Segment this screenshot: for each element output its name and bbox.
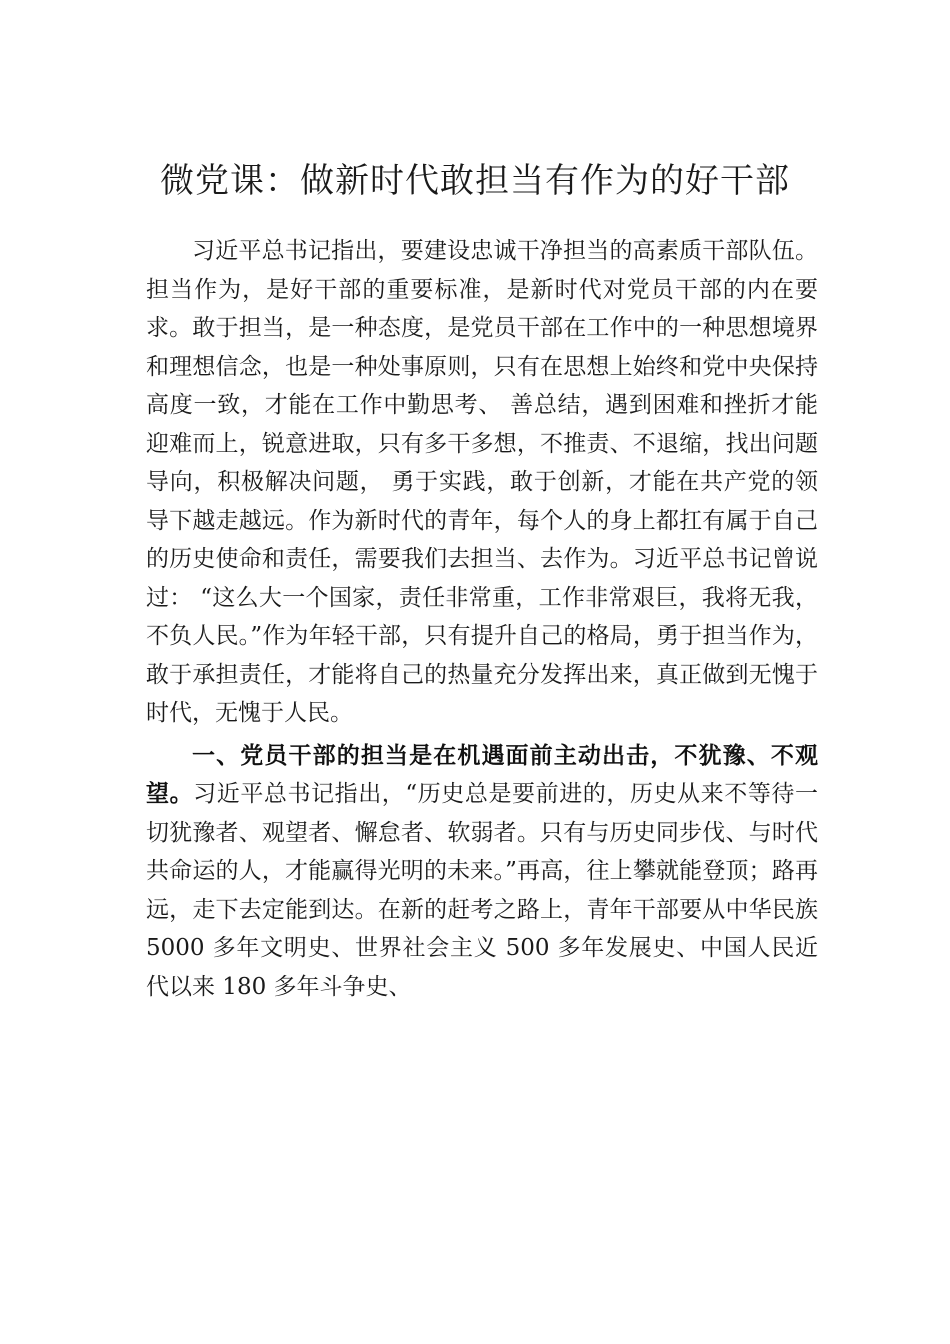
document-body bbox=[146, 232, 818, 1006]
section-1-heading: 一、党员干部的担当是在机遇面前主动出击，不犹豫、不观望。 bbox=[146, 742, 818, 807]
document-title: 微党课：做新时代敢担当有作为的好干部 bbox=[160, 161, 790, 201]
intro-paragraph: 习近平总书记指出，要建设忠诚干净担当的高素质干部队伍。担当作为，是好干部的重要标准，是新时代对党员干部的内在要求。敢于担当，是一种态度，是党员干部在工作中的一种思想境界和理想信念，也是一种处事原则，只有在思想上始终和党中央保持高度一致，才能在工作中勤思考、 善总结，遇到困难和挫折才能迎难而上，锐意进取，只有多干多想，不推责、不退缩，找出问题导向，积极解决问题， 勇于实践，敢于创新，才能在共产党的领导下越走越远。作为新时代的青年，每个人的身上都扛有属于自己的历史使命和责任，需要我们去担当、去作为。习近平总书记曾说过： “这么大一个国家，责任非常重，工作非常艰巨，我将无我， 不负人民。”作为年轻干部，只有提升自己的格局，勇于担当作为，敢于承担责任，才能将自己的热量充分发挥出来，真正做到无愧于时代，无愧于人民。 bbox=[146, 238, 818, 726]
section-1-paragraph bbox=[146, 737, 818, 1007]
section-1-text: 习近平总书记指出，“历史总是要前进的，历史从来不等待一切犹豫者、观望者、懈怠者、软弱者。只有与历史同步伐、与时代共命运的人，才能赢得光明的未来。”再高，往上攀就能登顶；路再远，走下去定能到达。在新的赶考之路上，青年干部要从中华民族 5000 多年文明史、世界社会主义 500 多年发展史、中国人民近代以来 180 多年斗争史、 bbox=[146, 781, 819, 1000]
